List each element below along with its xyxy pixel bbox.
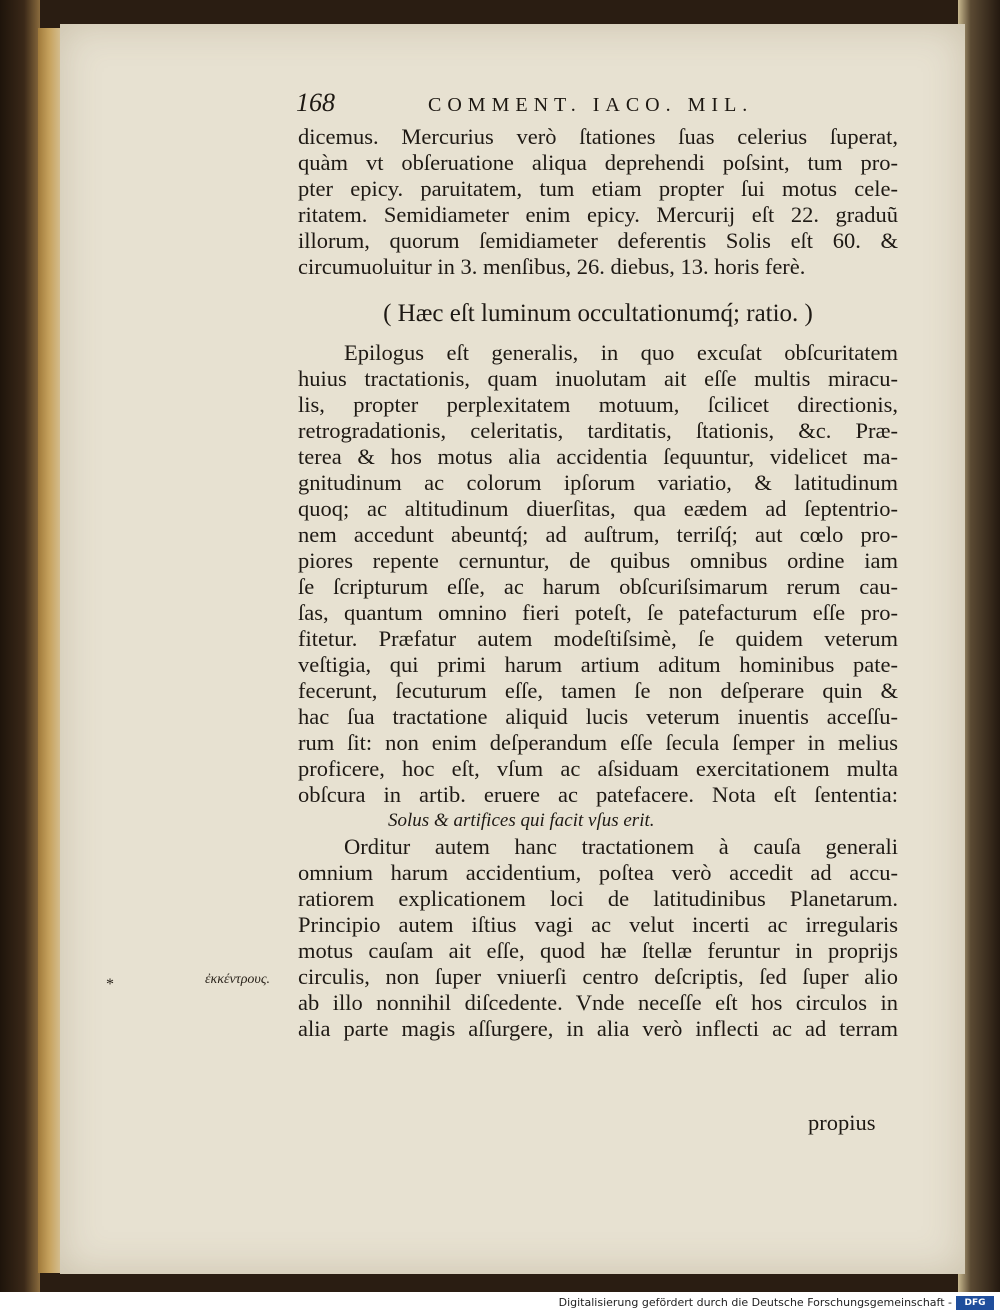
text-line: terea & hos motus alia accidentia ſequuntur, videlicet ma- <box>298 444 898 469</box>
text-line: ſe ſcripturum eſſe, ac harum obſcuriſsimarum rerum cau- <box>298 574 898 599</box>
section-heading: ( Hæc eſt luminum occultationumq́; ratio. ) <box>383 300 813 327</box>
text-line: retrogradationis, celeritatis, tarditatis, ſtationis, &c. Præ- <box>298 418 898 443</box>
text-line: Orditur autem hanc tractationem à cauſa generali <box>344 834 898 859</box>
book-edge-left <box>0 0 40 1292</box>
footer-credit: Digitalisierung gefördert durch die Deutsche Forschungsgemeinschaft - <box>558 1296 952 1309</box>
catchword: propius <box>808 1110 876 1135</box>
text-line: Epilogus eſt generalis, in quo excuſat obſcuritatem <box>344 340 898 365</box>
text-line: quàm vt obſeruatione aliqua deprehendi poſsint, tum pro- <box>298 150 898 175</box>
text-line: piores repente cernuntur, de quibus omnibus ordine iam <box>298 548 898 573</box>
text-line: obſcura in artib. eruere ac patefacere. Nota eſt ſententia: <box>298 782 898 807</box>
text-line: pter epicy. paruitatem, tum etiam propter ſui motus cele- <box>298 176 898 201</box>
body-text <box>298 124 898 1042</box>
text-line: circumuoluitur in 3. menſibus, 26. diebus, 13. horis ferè. <box>298 254 806 279</box>
text-line: dicemus. Mercurius verò ſtationes ſuas celerius ſuperat, <box>298 124 898 149</box>
text-line: motus cauſam ait eſſe, quod hæ ſtellæ feruntur in proprijs <box>298 938 898 963</box>
running-head: COMMENT. IACO. MIL. <box>428 94 754 116</box>
text-line: huius tractationis, quam inuolutam ait eſſe multis miracu- <box>298 366 898 391</box>
text-line: circulis, non ſuper vniuerſi centro deſcriptis, ſed ſuper alio <box>298 964 898 989</box>
text-line: veſtigia, qui primi harum artium aditum hominibus pate- <box>298 652 898 677</box>
text-line: fecerunt, ſecuturum eſſe, tamen ſe non deſperare quin & <box>298 678 898 703</box>
margin-asterisk: * <box>106 976 114 993</box>
margin-note: ἐκκέντρους. <box>205 972 271 987</box>
text-line: ab illo nonnihil diſcedente. Vnde neceſſe eſt hos circulos in <box>298 990 898 1015</box>
scan-top-border <box>40 0 958 26</box>
text-line: illorum, quorum ſemidiameter deferentis Solis eſt 60. & <box>298 228 898 253</box>
dfg-logo: DFG <box>956 1296 994 1310</box>
text-line: lis, propter perplexitatem motuum, ſcilicet directionis, <box>298 392 898 417</box>
verse-quote: Solus & artifices qui facit vſus erit. <box>388 810 655 831</box>
text-line: ratiorem explicationem loci de latitudinibus Planetarum. <box>298 886 898 911</box>
text-line: ſas, quantum omnino fieri poteſt, ſe patefacturum eſſe pro- <box>298 600 898 625</box>
text-line: alia parte magis aſſurgere, in alia verò inflecti ac ad terram <box>298 1016 898 1041</box>
text-line: nem accedunt abeuntq́; ad auſtrum, terriſq́; aut cœlo pro- <box>298 522 898 547</box>
text-line: omnium harum accidentium, poſtea verò accedit ad accu- <box>298 860 898 885</box>
text-line: fitetur. Præfatur autem modeſtiſsimè, ſe quidem veterum <box>298 626 898 651</box>
page-number: 168 <box>296 88 335 117</box>
text-line: rum ſit: non enim deſperandum eſſe ſecula ſemper in melius <box>298 730 898 755</box>
text-line: Principio autem iſtius vagi ac velut incerti ac irregularis <box>298 912 898 937</box>
text-line: gnitudinum ac colorum ipſorum variatio, & latitudinum <box>298 470 898 495</box>
text-line: ritatem. Semidiameter enim epicy. Mercurij eſt 22. graduũ <box>298 202 898 227</box>
text-line: proficere, hoc eſt, vſum ac aſsiduam exercitationem multa <box>298 756 898 781</box>
text-line: quoq; ac altitudinum diuerſitas, qua eædem ad ſeptentrio- <box>298 496 898 521</box>
text-line: hac ſua tractatione aliquid lucis veterum inuentis acceſſu- <box>298 704 898 729</box>
